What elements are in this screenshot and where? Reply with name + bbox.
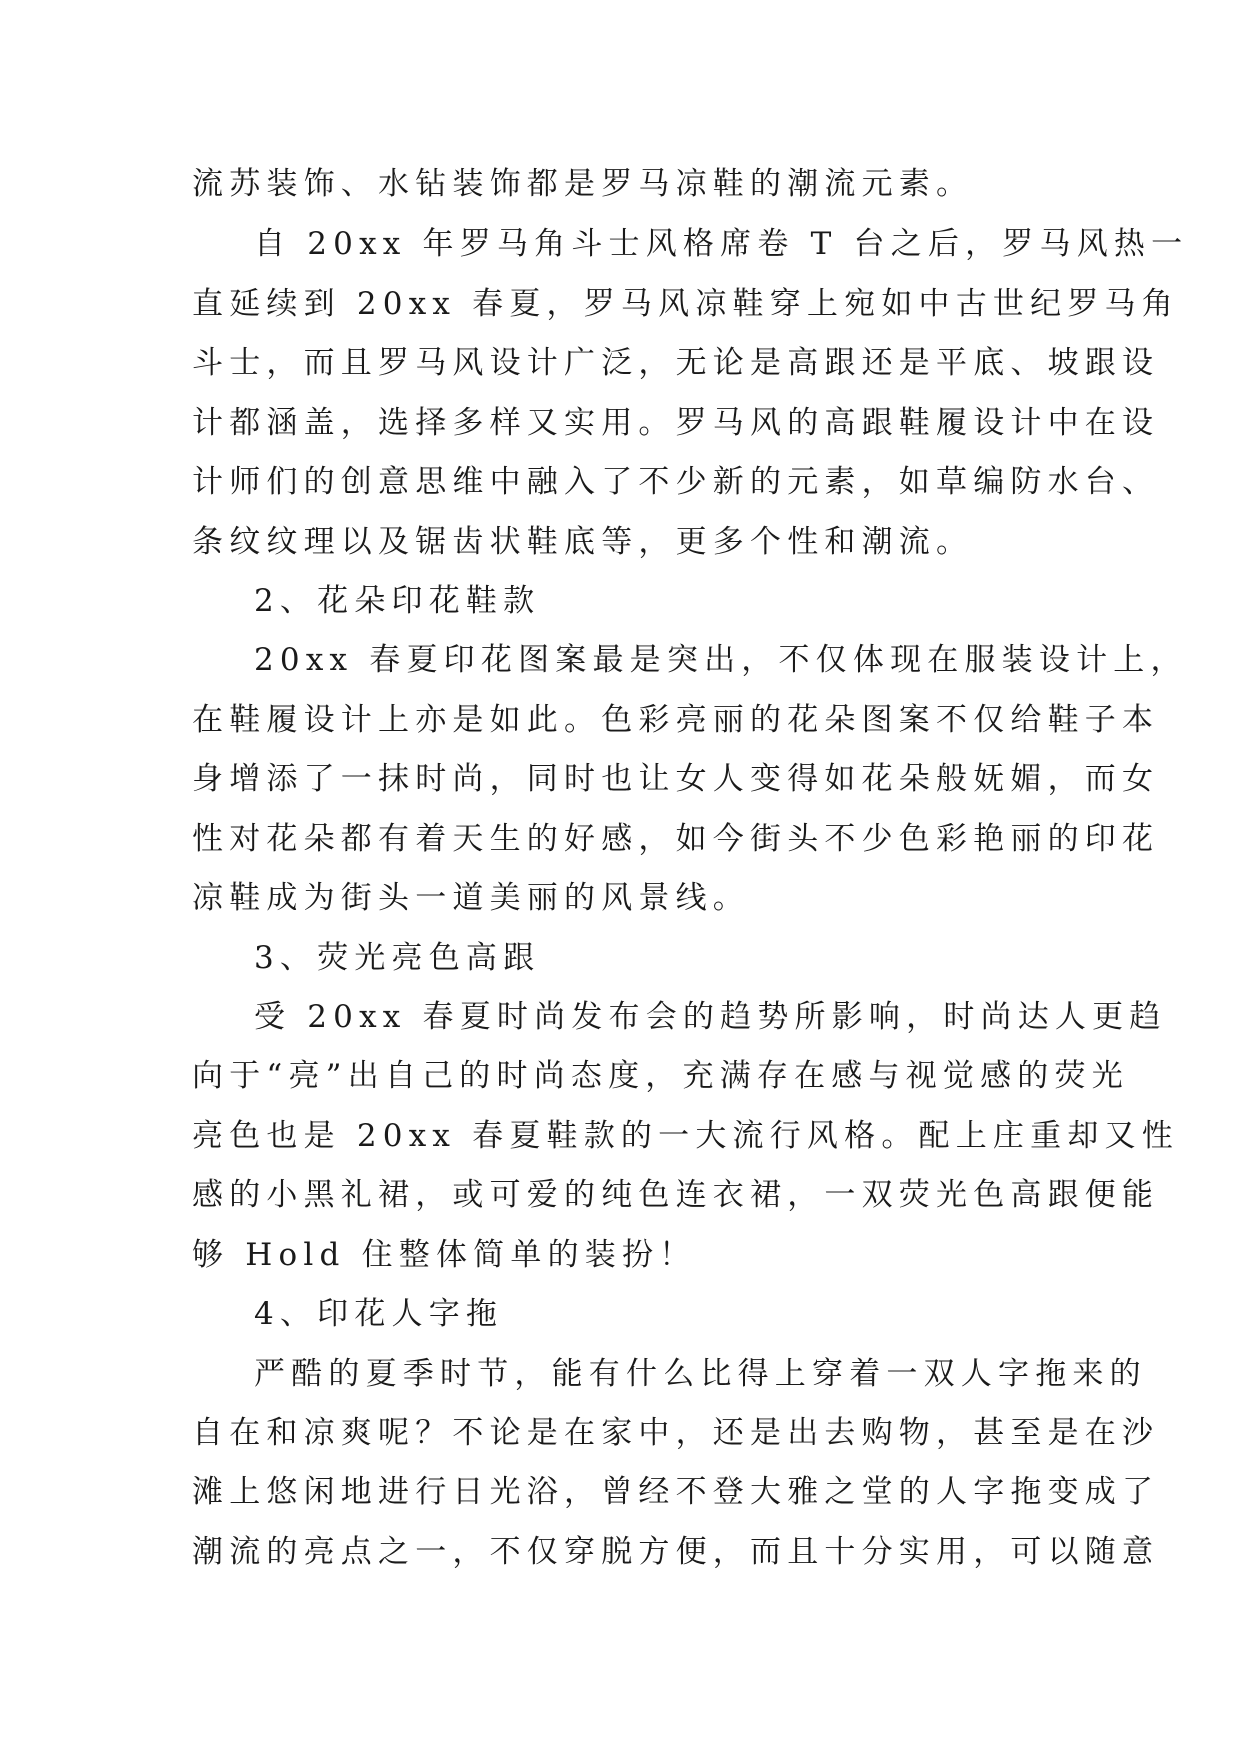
text-line: 计师们的创意思维中融入了不少新的元素，如草编防水台、 (192, 464, 1160, 500)
text-line: 潮流的亮点之一，不仅穿脱方便，而且十分实用，可以随意 (192, 1534, 1160, 1570)
section-heading: 3、荧光亮色高跟 (254, 940, 541, 976)
paragraph-first-line: 20xx 春夏印花图案最是突出，不仅体现在服装设计上， (254, 642, 1188, 678)
section-heading: 4、印花人字拖 (254, 1296, 504, 1332)
text-line: 够 Hold 住整体简单的装扮！ (192, 1237, 697, 1273)
text-line: 直延续到 20xx 春夏，罗马风凉鞋穿上宛如中古世纪罗马角 (192, 286, 1179, 322)
text-line: 自在和凉爽呢？不论是在家中，还是出去购物，甚至是在沙 (192, 1415, 1160, 1451)
text-line: 流苏装饰、水钻装饰都是罗马凉鞋的潮流元素。 (192, 166, 974, 202)
text-line: 感的小黑礼裙，或可爱的纯色连衣裙，一双荧光色高跟便能 (192, 1177, 1160, 1213)
text-line: 计都涵盖，选择多样又实用。罗马风的高跟鞋履设计中在设 (192, 405, 1160, 441)
paragraph-first-line: 严酷的夏季时节，能有什么比得上穿着一双人字拖来的 (254, 1356, 1147, 1392)
text-line: 向于“亮”出自己的时尚态度，充满存在感与视觉感的荧光 (192, 1058, 1129, 1094)
text-line: 凉鞋成为街头一道美丽的风景线。 (192, 880, 750, 916)
section-heading: 2、花朵印花鞋款 (254, 583, 541, 619)
text-line: 性对花朵都有着天生的好感，如今街头不少色彩艳丽的印花 (192, 821, 1160, 857)
paragraph-first-line: 受 20xx 春夏时尚发布会的趋势所影响，时尚达人更趋 (254, 999, 1167, 1035)
text-line: 身增添了一抹时尚，同时也让女人变得如花朵般妩媚，而女 (192, 761, 1160, 797)
paragraph-first-line: 自 20xx 年罗马角斗士风格席卷 T 台之后，罗马风热一 (254, 226, 1189, 262)
text-line: 在鞋履设计上亦是如此。色彩亮丽的花朵图案不仅给鞋子本 (192, 702, 1160, 738)
text-line: 亮色也是 20xx 春夏鞋款的一大流行风格。配上庄重却又性 (192, 1118, 1179, 1154)
text-line: 条纹纹理以及锯齿状鞋底等，更多个性和潮流。 (192, 524, 974, 560)
text-line: 斗士，而且罗马风设计广泛，无论是高跟还是平底、坡跟设 (192, 345, 1160, 381)
text-line: 滩上悠闲地进行日光浴，曾经不登大雅之堂的人字拖变成了 (192, 1474, 1160, 1510)
